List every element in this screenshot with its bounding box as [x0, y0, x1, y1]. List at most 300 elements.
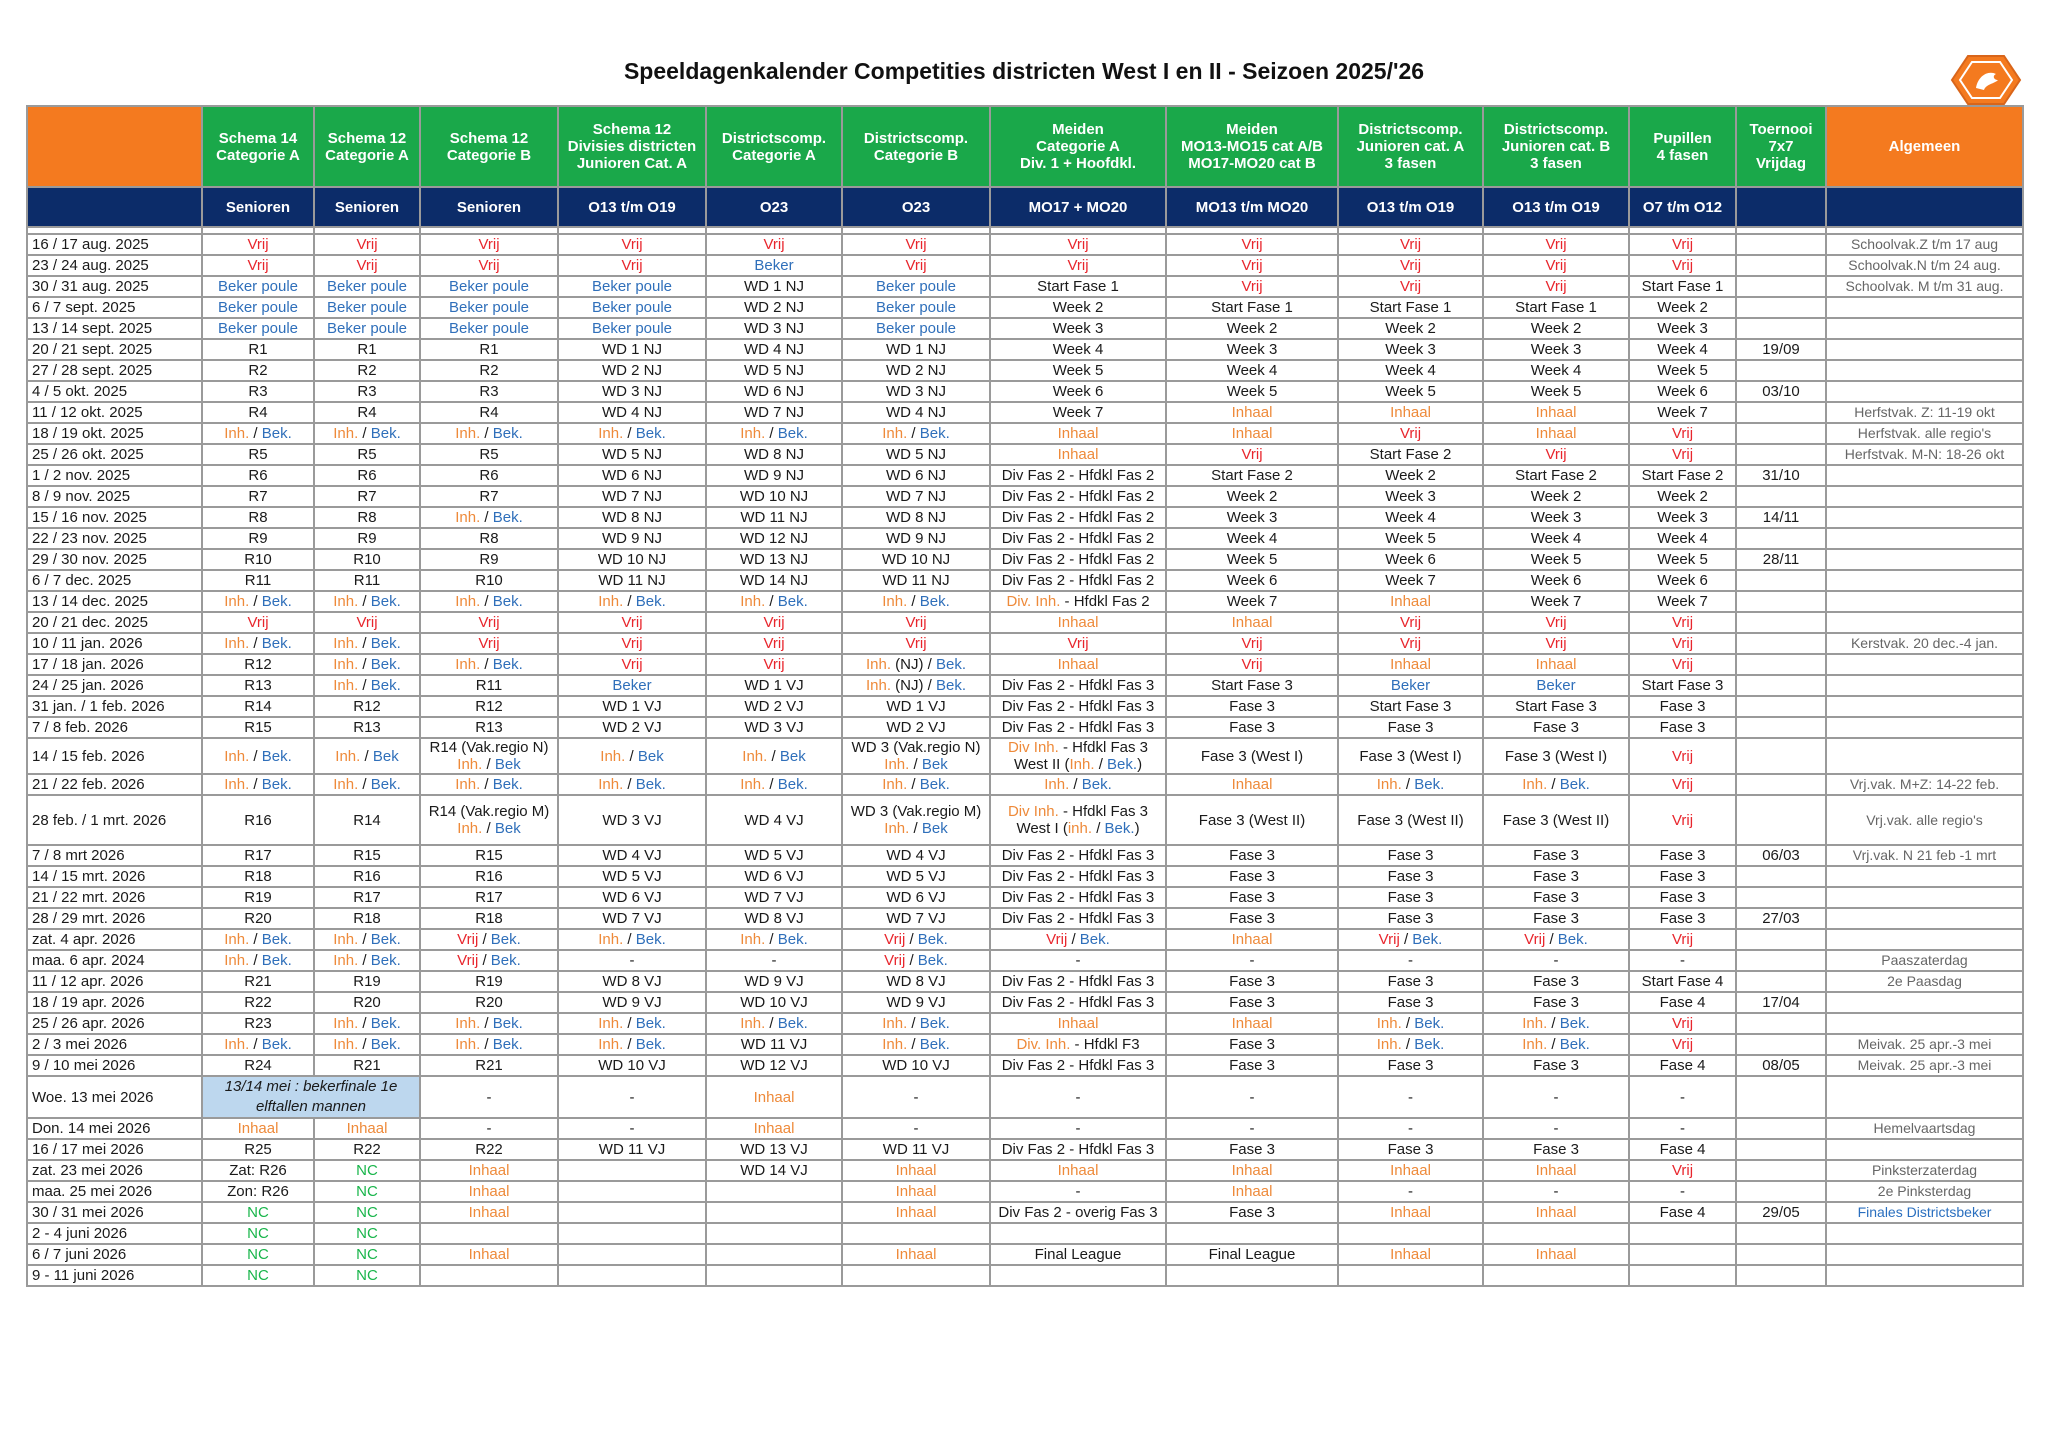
cell-text: 27 / 28 sept. 2025	[32, 362, 153, 379]
cell-text: Vrij	[247, 236, 269, 253]
cell-text: Inh.	[455, 776, 481, 793]
cell-text: WD 1 NJ	[886, 341, 946, 358]
table-row	[27, 507, 2023, 528]
schedule-cell	[420, 675, 558, 696]
date-cell	[27, 1118, 202, 1139]
schedule-cell	[842, 1223, 990, 1244]
schedule-cell	[420, 795, 558, 845]
schedule-cell	[706, 1013, 842, 1034]
cell-text: Bek.	[919, 425, 950, 442]
cell-text: Inh.	[455, 656, 481, 673]
cell-text: Schoolvak. M t/m 31 aug.	[1845, 278, 2004, 294]
schedule-cell	[420, 887, 558, 908]
cell-text: Beker poule	[875, 320, 957, 337]
cell-text: Start Fase 1	[1369, 299, 1452, 316]
schedule-cell	[706, 1034, 842, 1055]
schedule-cell	[1166, 971, 1338, 992]
schedule-cell	[706, 549, 842, 570]
schedule-cell	[314, 318, 420, 339]
cell-text: -	[486, 1120, 492, 1137]
schedule-cell	[1338, 675, 1483, 696]
schedule-cell	[1483, 444, 1629, 465]
schedule-cell	[1629, 423, 1736, 444]
table-row	[27, 696, 2023, 717]
schedule-cell	[1338, 795, 1483, 845]
cell-text: R14	[244, 698, 272, 715]
cell-text: NC	[247, 1246, 269, 1263]
table-row	[27, 717, 2023, 738]
schedule-cell	[314, 992, 420, 1013]
schedule-cell	[420, 591, 558, 612]
schedule-cell	[1338, 774, 1483, 795]
schedule-cell	[1629, 1244, 1736, 1265]
schedule-cell	[990, 633, 1166, 654]
cell-text: /	[249, 776, 262, 793]
schedule-cell	[558, 234, 706, 255]
schedule-cell	[990, 908, 1166, 929]
cell-text: 16 / 17 mei 2026	[32, 1141, 144, 1158]
table-row	[27, 465, 2023, 486]
cell-text: -	[913, 1120, 919, 1137]
schedule-cell	[1629, 717, 1736, 738]
cell-text: Inhaal	[1231, 1162, 1273, 1179]
cell-text: Inhaal	[1231, 614, 1273, 631]
cell-text: Week 5	[1657, 551, 1708, 568]
date-cell	[27, 255, 202, 276]
table-row	[27, 929, 2023, 950]
schedule-cell	[420, 992, 558, 1013]
schedule-cell	[1736, 1223, 1826, 1244]
cell-text: Week 4	[1385, 362, 1436, 379]
schedule-cell	[202, 992, 314, 1013]
age-group-header: Senioren	[314, 187, 420, 227]
cell-text: Vrij	[763, 614, 785, 631]
cell-text: /	[767, 747, 780, 765]
cell-text: Inhaal	[895, 1246, 937, 1263]
schedule-cell	[990, 866, 1166, 887]
schedule-cell	[1483, 318, 1629, 339]
cell-text: Don. 14 mei 2026	[32, 1120, 151, 1137]
schedule-cell	[842, 360, 990, 381]
schedule-cell	[990, 675, 1166, 696]
schedule-cell	[1166, 717, 1338, 738]
schedule-cell	[1629, 1118, 1736, 1139]
schedule-cell	[1736, 992, 1826, 1013]
header-row	[27, 106, 2023, 187]
cell-text: Week 7	[1657, 404, 1708, 421]
schedule-cell	[1483, 1139, 1629, 1160]
cell-text: Inh.	[884, 820, 910, 837]
cell-text: 10 / 11 jan. 2026	[32, 635, 143, 652]
cell-text: Bek.	[1104, 820, 1135, 837]
cell-text: Paaszaterdag	[1881, 952, 1968, 968]
cell-text: Bek.	[261, 1036, 292, 1053]
remark-cell	[1826, 1265, 2023, 1286]
cell-text: Div. Inh.	[1006, 593, 1061, 610]
cell-text: 13 / 14 sept. 2025	[32, 320, 153, 337]
schedule-cell	[706, 675, 842, 696]
schedule-cell	[202, 297, 314, 318]
schedule-cell	[706, 845, 842, 866]
remark-cell	[1826, 1244, 2023, 1265]
schedule-cell	[842, 1013, 990, 1034]
cell-text: Bek.	[370, 776, 401, 793]
cell-text: Vrij	[1067, 257, 1089, 274]
schedule-cell	[558, 423, 706, 444]
schedule-cell	[202, 1265, 314, 1286]
cell-text: Bek.	[635, 1036, 666, 1053]
cell-text: WD 5 NJ	[886, 446, 946, 463]
schedule-cell	[420, 276, 558, 297]
remark-cell	[1826, 887, 2023, 908]
schedule-cell	[202, 654, 314, 675]
schedule-cell	[420, 549, 558, 570]
cell-text: Week 3	[1657, 320, 1708, 337]
cell-text: Bek.	[492, 593, 523, 610]
cell-text: /	[1547, 1036, 1560, 1053]
schedule-cell	[1629, 1265, 1736, 1286]
cell-text: Bek	[921, 756, 948, 773]
cell-text: -	[913, 1088, 919, 1106]
cell-text: R17	[475, 889, 503, 906]
cell-text: WD 8 NJ	[744, 446, 804, 463]
cell-text: Inh.	[455, 509, 481, 526]
cell-text: Week 2	[1226, 320, 1278, 337]
cell-text: 16 / 17 aug. 2025	[32, 236, 149, 253]
schedule-cell	[1736, 908, 1826, 929]
cell-text: Inh.	[865, 677, 891, 694]
cell-text: /	[907, 1015, 920, 1032]
cell-text: Bek.	[370, 931, 401, 948]
table-row	[27, 738, 2023, 774]
date-cell	[27, 1034, 202, 1055]
schedule-cell	[314, 887, 420, 908]
cell-text: NC	[247, 1267, 269, 1284]
schedule-cell	[990, 738, 1166, 774]
cell-text: Inhaal	[895, 1162, 937, 1179]
cell-text: WD 1 NJ	[744, 278, 804, 295]
schedule-cell	[202, 591, 314, 612]
cell-text: R14 (Vak.regio M)	[428, 803, 550, 820]
cell-text: Beker	[1390, 677, 1431, 694]
column-header-line: 3 fasen	[1384, 155, 1437, 172]
table-row	[27, 234, 2023, 255]
cell-text: /	[480, 656, 493, 673]
schedule-cell	[1629, 402, 1736, 423]
schedule-cell	[1629, 929, 1736, 950]
schedule-cell	[314, 528, 420, 549]
schedule-cell	[558, 950, 706, 971]
remark-cell	[1826, 423, 2023, 444]
cell-text: Vrij	[763, 635, 785, 652]
schedule-cell	[842, 402, 990, 423]
schedule-cell	[1736, 444, 1826, 465]
schedule-cell	[558, 675, 706, 696]
schedule-cell	[202, 971, 314, 992]
schedule-cell	[1736, 774, 1826, 795]
remark-cell	[1826, 992, 2023, 1013]
column-header-line: Div. 1 + Hoofdkl.	[1020, 155, 1136, 172]
cell-text: -	[1553, 1088, 1559, 1106]
cell-text: Fase 3	[1659, 719, 1706, 736]
cell-text: Div Fas 2 - Hfdkl Fas 2	[1001, 488, 1155, 505]
cell-text: 22 / 23 nov. 2025	[32, 530, 147, 547]
cell-text: Week 7	[1530, 593, 1582, 610]
date-cell	[27, 339, 202, 360]
schedule-cell	[842, 929, 990, 950]
date-cell	[27, 486, 202, 507]
cell-text: Inhaal	[1231, 776, 1273, 793]
cell-text: Inh.	[740, 1015, 766, 1032]
schedule-cell	[558, 1139, 706, 1160]
cell-text: Vrij	[1545, 257, 1567, 274]
schedule-cell	[990, 570, 1166, 591]
table-row	[27, 1013, 2023, 1034]
cell-text: Bek	[921, 820, 948, 837]
schedule-cell	[1629, 297, 1736, 318]
schedule-cell	[314, 402, 420, 423]
cell-text: Week 6	[1226, 572, 1278, 589]
schedule-cell	[1826, 1076, 2023, 1118]
schedule-cell	[558, 1076, 706, 1118]
column-header	[842, 106, 990, 187]
cell-text: Inh.	[333, 677, 359, 694]
date-cell	[27, 591, 202, 612]
cell-text: 14/11	[1762, 509, 1800, 526]
table-row	[27, 1034, 2023, 1055]
cell-text: Inhaal	[468, 1246, 510, 1263]
column-header-line: 4 fasen	[1656, 146, 1709, 164]
cell-text: Inh.	[455, 593, 481, 610]
cell-text: 24 / 25 jan. 2026	[32, 677, 144, 694]
column-header	[558, 106, 706, 187]
cell-text: WD 9 VJ	[602, 994, 662, 1011]
cell-text: 03/10	[1762, 383, 1800, 400]
cell-text: 30 / 31 mei 2026	[32, 1204, 144, 1221]
cell-text: Inh.	[457, 820, 483, 837]
cell-text: Inh.	[333, 952, 359, 969]
age-group-header: MO17 + MO20	[990, 187, 1166, 227]
schedule-cell	[1629, 549, 1736, 570]
cell-text: 23 / 24 aug. 2025	[32, 257, 149, 274]
age-group-header	[1736, 187, 1826, 227]
cell-text: /	[358, 776, 371, 793]
schedule-cell	[1736, 591, 1826, 612]
cell-text: Inh.	[333, 1015, 359, 1032]
schedule-cell	[990, 1160, 1166, 1181]
schedule-cell	[1629, 845, 1736, 866]
cell-text: 28 / 29 mrt. 2026	[32, 910, 146, 927]
schedule-cell	[1483, 591, 1629, 612]
cell-text: WD 1 VJ	[744, 677, 804, 694]
cell-text: Bek.	[936, 677, 967, 694]
schedule-cell	[1736, 633, 1826, 654]
column-header-line: Districtscomp.	[1503, 121, 1609, 138]
cell-text: Start Fase 1	[1515, 299, 1597, 316]
remark-cell	[1826, 234, 2023, 255]
cell-text: WD 2 NJ	[744, 299, 804, 316]
cell-text: Div Fas 2 - Hfdkl Fas 3	[1001, 889, 1155, 906]
cell-text: Vrij	[621, 656, 643, 673]
cell-text: 15 / 16 nov. 2025	[32, 509, 147, 526]
remark-cell	[1826, 339, 2023, 360]
cell-text: Inh.	[882, 1036, 908, 1053]
cell-text: Div Fas 2 - Hfdkl Fas 3	[1001, 698, 1155, 715]
cell-text: Inhaal	[1231, 404, 1273, 421]
schedule-cell	[990, 465, 1166, 486]
cell-text: /	[765, 593, 778, 610]
schedule-cell	[314, 570, 420, 591]
remark-cell	[1826, 549, 2023, 570]
cell-text: /	[249, 593, 262, 610]
cell-text: Inhaal	[1057, 614, 1099, 631]
cell-text: Vrij	[1067, 635, 1089, 652]
column-header-line: Schema 12	[592, 121, 672, 138]
cell-text: WD 1 NJ	[602, 341, 662, 358]
schedule-cell	[1338, 297, 1483, 318]
remark-cell	[1826, 381, 2023, 402]
remark-cell	[1826, 908, 2023, 929]
cell-text: Inh.	[224, 931, 250, 948]
cell-text: Start Fase 3	[1515, 698, 1597, 715]
cell-text: -	[1553, 1183, 1559, 1200]
table-row	[27, 774, 2023, 795]
cell-text: Vrij	[1067, 236, 1089, 253]
spacer-row	[27, 227, 2023, 234]
cell-text: Inh.	[455, 425, 481, 442]
cell-text: Inh.	[882, 776, 908, 793]
spacer-cell	[990, 227, 1166, 234]
cell-text: /	[358, 677, 371, 694]
cell-text: Bek.	[1079, 931, 1110, 948]
cell-text: Week 2	[1530, 488, 1582, 505]
schedule-cell	[420, 297, 558, 318]
schedule-cell	[1736, 675, 1826, 696]
cell-text: Fase 3	[1387, 847, 1434, 864]
cell-text: R22	[353, 1141, 381, 1158]
cell-text: /	[1067, 931, 1080, 948]
schedule-cell	[1483, 549, 1629, 570]
schedule-cell	[1166, 1265, 1338, 1286]
cell-text: 13 / 14 dec. 2025	[32, 593, 148, 610]
cell-text: -	[1680, 1183, 1685, 1200]
schedule-cell	[706, 591, 842, 612]
schedule-cell	[558, 696, 706, 717]
date-cell	[27, 234, 202, 255]
table-row	[27, 276, 2023, 297]
column-header-line: Pupillen	[1653, 129, 1712, 147]
cell-text: /	[623, 593, 636, 610]
cell-text: R12	[244, 656, 272, 673]
cell-text: Bek.	[936, 656, 967, 673]
schedule-cell	[1166, 234, 1338, 255]
cell-text: Div Fas 2 - Hfdkl Fas 2	[1001, 467, 1155, 484]
schedule-cell	[990, 1034, 1166, 1055]
schedule-cell	[558, 795, 706, 845]
schedule-cell	[1338, 528, 1483, 549]
cell-text: R25	[244, 1141, 272, 1158]
cell-text: Fase 3	[1387, 868, 1434, 885]
cell-text: Inh.	[1044, 776, 1070, 793]
schedule-cell	[842, 1076, 990, 1118]
cell-text: Bek.	[919, 1015, 950, 1032]
cell-text: Inh.	[455, 1036, 481, 1053]
schedule-cell	[842, 992, 990, 1013]
cell-text: NC	[247, 1225, 269, 1242]
schedule-cell	[1338, 633, 1483, 654]
cell-text: R10	[353, 551, 381, 568]
schedule-cell	[1736, 696, 1826, 717]
cell-text: Bek.	[1081, 776, 1112, 793]
schedule-cell	[202, 950, 314, 971]
schedule-cell	[706, 633, 842, 654]
schedule-cell	[1166, 908, 1338, 929]
cell-text: Bek.	[370, 656, 401, 673]
cell-text: Week 2	[1052, 299, 1104, 316]
column-header-line: Meiden	[1052, 121, 1104, 138]
cell-text: Week 2	[1226, 488, 1278, 505]
schedule-cell	[1629, 866, 1736, 887]
remark-cell	[1826, 444, 2023, 465]
cell-text: Inh.	[1069, 756, 1095, 773]
schedule-cell	[842, 1244, 990, 1265]
schedule-cell	[1629, 1223, 1736, 1244]
cell-text: Beker poule	[448, 320, 530, 337]
schedule-cell	[842, 1202, 990, 1223]
cell-text: Fase 3 (West I)	[1359, 747, 1462, 765]
cell-text: /	[907, 776, 920, 793]
cell-text: Div Fas 2 - Hfdkl Fas 3	[1001, 847, 1155, 864]
schedule-cell	[706, 696, 842, 717]
date-cell	[27, 360, 202, 381]
schedule-cell	[202, 444, 314, 465]
cell-text: Week 7	[1226, 593, 1278, 610]
cell-text: 17/04	[1762, 994, 1800, 1011]
cell-text: Fase 4	[1659, 1141, 1706, 1158]
spacer-cell	[27, 227, 202, 234]
cell-text: /	[480, 425, 493, 442]
schedule-cell	[1166, 318, 1338, 339]
cell-text: Inh.	[333, 1036, 359, 1053]
schedule-cell	[1736, 1034, 1826, 1055]
remark-cell	[1826, 929, 2023, 950]
cell-text: Fase 3	[1533, 868, 1579, 885]
cell-text: Inh.	[1522, 776, 1548, 793]
cell-text: Inh.	[598, 776, 624, 793]
cell-text: WD 7 NJ	[886, 488, 946, 505]
cell-text: /	[249, 635, 262, 652]
schedule-cell	[558, 1181, 706, 1202]
schedule-cell	[420, 1055, 558, 1076]
date-cell	[27, 402, 202, 423]
remark-cell	[1826, 297, 2023, 318]
schedule-cell	[1736, 1160, 1826, 1181]
schedule-cell	[1629, 1034, 1736, 1055]
schedule-cell	[1736, 381, 1826, 402]
schedule-cell	[1483, 654, 1629, 675]
cell-text: /	[623, 1015, 636, 1032]
cell-text: 18 / 19 apr. 2026	[32, 994, 145, 1011]
schedule-cell	[1166, 1244, 1338, 1265]
cell-text: WD 9 VJ	[744, 973, 804, 990]
cell-text: Fase 3 (West I)	[1200, 747, 1304, 765]
cell-text: WD 9 NJ	[886, 530, 946, 547]
schedule-cell	[1338, 1139, 1483, 1160]
cell-text: Vrij	[621, 257, 643, 274]
cell-text: Beker poule	[326, 278, 408, 295]
schedule-cell	[990, 255, 1166, 276]
cell-text: Schoolvak.N t/m 24 aug.	[1848, 257, 2001, 273]
